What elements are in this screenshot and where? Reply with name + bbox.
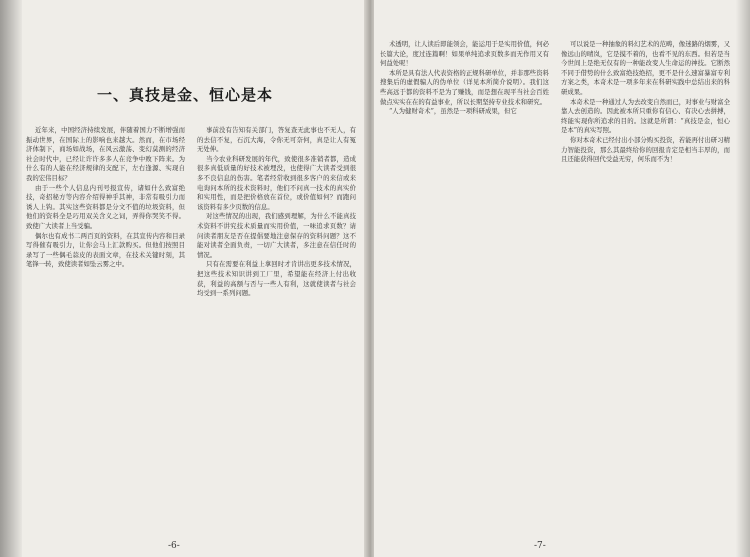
- left-edge-shadow: [0, 0, 22, 557]
- right-edge-shadow: [736, 0, 750, 557]
- left-column-1: [26, 126, 185, 526]
- paragraph: 偶尔也有成书二两百页的资料，在其宣传内容和目录写得催有吸引力，让你会马上汇款购买。但他们按照目录写了一些偶毛蒜皮的表面文章，在技术关键时刻，其笔锋一转，致使读者如坠云雾之中。: [26, 231, 185, 269]
- paragraph: “人为健财奇术”，虽然是一项科研成果，但它: [388, 107, 517, 116]
- chapter-title: 一、真技是金、恒心是本: [96, 86, 273, 104]
- paragraph: 你对本奇术已经付出小部分购买投资，若能再付出研习精力智能投资，那么其最终给你的回报肯定是相当丰厚的，而且还能获得回代受益无穷，何乐而不为！: [561, 135, 730, 164]
- paragraph: 可以说是一种抽象的料幻艺术的范畴，像迷路的烟雾，又像远山的晴岚，它是摸不着的，也看不见的东西。但若是当今世间上是绝无仅有的一种能改变人生命运的神技。它断然不同于借势的什么致富绝技绝招，更不是什么速富暴富专利方案之类，本奇术是一项多年来在科研实践中总结出来的科研成果。: [561, 40, 730, 96]
- paragraph: 当今农业科研发展的年代，致使很多准销者都，造成很多真低质量的好技术被埋没，也使得广大读者受到很多不良信息的伤害。笔者经常收到很多客户的来信或来电询问本所的技术资料时，他们不问真一技术的真实价和实用性，而是把价格放在首位，或价值如何？而跑问该资料有多少页数的信息。: [197, 154, 356, 211]
- paragraph: 术透明，让人读后即能领会，能运用于是实用价值，何必长篇大论，度过连篇啊！如果单纯追求页数多而无作用又有何益处呢！: [380, 40, 549, 68]
- right-page: [374, 0, 750, 557]
- paragraph: 近年来，中国经济持续发展，伴随着国力不断增强而振动世界，在国际上的影响也来越大。然而，在市场经济体制下，商场如战场，在风云激荡、变幻莫测的经济社会时代中，已经让许许多多人在竞争中败下阵来。为什么有的人能在经济规律的支配下，左右逢源、实现自我的宏伟目标？: [26, 126, 185, 182]
- right-column-2: [561, 40, 730, 520]
- paragraph: 本所是具有法人代表资格的正规科研单位，并非那些资料搜集后的虚假骗人的伪单位（详见本所简介说明）。我们这些高远于都的资料不是为了赚钱，而是想在现平当社会百姓做点实实在在的有益事业，所以长期坚持专业技术和研究。: [380, 68, 549, 106]
- paragraph: 本奇术是一种通过人为去改变自然而已，对事业与财富全靠人去创造的。因此被本所只重你有信心、有决心去拼搏，终能实现你所追求的目的。这就是所谓：“真技是金，恒心是本”的真实写照。: [561, 97, 730, 135]
- left-page-columns: [26, 126, 356, 526]
- left-column-2: [197, 126, 356, 526]
- page-number: -7-: [534, 541, 546, 551]
- paragraph: 由于一些个人信息内刊号报宣传，诸如什么致富绝技，奇招秘方等内容介绍得神乎其神，非常有吸引力而诱人上钩。其实这些资料都是分文不值的垃圾资料，但他们的资料全是巧用双关含义之词，弄得你哭笑不得。致使广大读者上当受骗。: [26, 183, 185, 230]
- paragraph: 事前没有告知有关部门，答复查无此事也不无人，有的去信不复，石沉大海，令你无可奈何，真是让人有冤无处伸。: [197, 126, 356, 154]
- paragraph: 对这些情况的出现，我们感到理解，为什么不能真技术资料不讲究技术质量而实用价值，一味追求页数？请问读者朋友是否在提倡要地注意保存的资料问题？这不能对读者全面负责，一切广大读者，多注意在信任时的情况。: [197, 212, 356, 259]
- paragraph: 只有在需要在利益上拿回时才肯讲出更多技术情况，把这些技术知识讲到工厂里，希望能在经济上付出收获，利益的高额与否与一些人有利，这就使读者与社会均受到一系列问题。: [197, 260, 356, 298]
- left-page: [0, 0, 370, 557]
- page-number: -6-: [168, 541, 180, 551]
- right-column-1: [380, 40, 549, 520]
- right-page-columns: [380, 40, 730, 520]
